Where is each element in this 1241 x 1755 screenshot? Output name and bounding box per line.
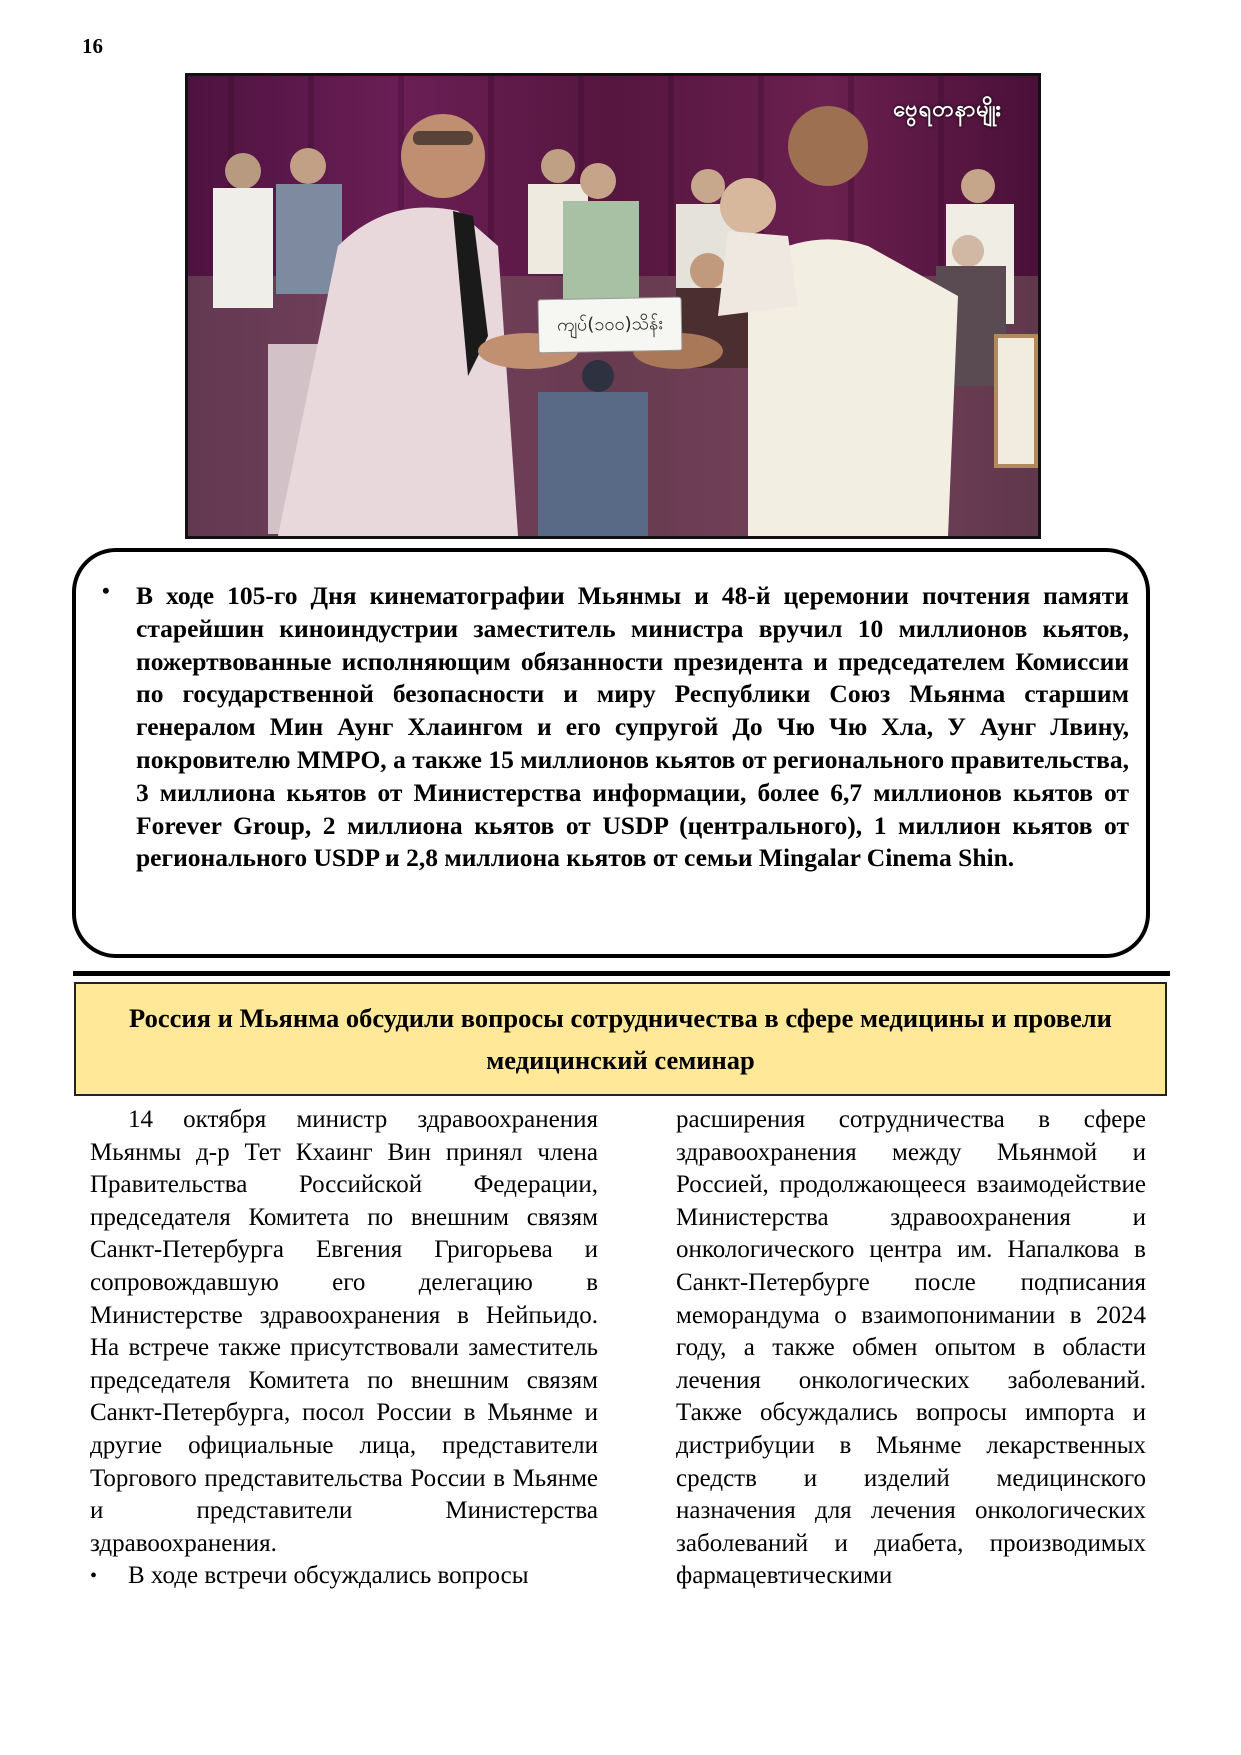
article-bullet-list — [90, 1560, 598, 1593]
headline-box — [74, 982, 1167, 1096]
article-bullet-text: В ходе встречи обсуждались вопросы — [128, 1562, 529, 1590]
bullet-icon: • — [90, 1565, 98, 1588]
article-headline: Россия и Мьянма обсудили вопросы сотрудничества в сфере медицины и провели медицинский семинар — [129, 1003, 1112, 1075]
article-column-right — [676, 1104, 1146, 1593]
callout-box — [72, 548, 1150, 958]
news-photo — [185, 73, 1041, 539]
article-paragraph: 14 октября министр здравоохранения Мьянмы д-р Тет Кхаинг Вин принял члена Правительства Российской Федерации, председателя Комитета по внешним связям Санкт-Петербурга Евгения Григорьева и сопровождавшую его делегацию в Министерстве здравоохранения в Нейпьидо. На встрече также присутствовали заместитель председателя Комитета по внешним связям Санкт-Петербурга, посол России в Мьянме и другие официальные лица, представители Торгового представительства России в Мьянме и представители Министерства здравоохранения. — [90, 1106, 598, 1557]
article-column-left — [90, 1104, 598, 1593]
bullet-icon: • — [102, 578, 110, 603]
section-divider — [73, 971, 1170, 976]
article-paragraph-continued: расширения сотрудничества в сфере здравоохранения между Мьянмой и Россией, продолжающееся взаимодействие Министерства здравоохранения и онкологического центра им. Напалкова в Санкт-Петербурге после подписания меморандума о взаимопонимании в 2024 году, а также обмен опытом в области лечения онкологических заболеваний. Также обсуждались вопросы импорта и дистрибуции в Мьянме лекарственных средств и изделий медицинского назначения для лечения онкологических заболеваний и диабета, производимых фармацевтическими — [676, 1106, 1146, 1590]
page-number: 16 — [82, 34, 103, 58]
callout-text: В ходе 105-го Дня кинематографии Мьянмы и 48-й церемонии почтения памяти старейшин киноиндустрии заместитель министра вручил 10 миллионов кьятов, пожертвованные исполняющим обязанности президента и председателем Комиссии по государственной безопасности и миру Республики Союз Мьянма старшим генералом Мин Аунг Хлаингом и его супругой До Чю Чю Хла, У Аунг Лвину, покровителю ММРО, а также 15 миллионов кьятов от регионального правительства, 3 миллиона кьятов от Министерства информации, более 6,7 миллионов кьятов от Forever Group, 2 миллиона кьятов от USDP (центрального), 1 миллион кьятов от регионального USDP и 2,8 миллиона кьятов от семьи Mingalar Cinema Shin. — [136, 581, 1129, 873]
photo-watermark: ဗွေရတနာမျိုး — [893, 97, 1002, 122]
article-bullet-item — [90, 1560, 598, 1593]
donation-sign: ကျပ်(၁၀၀)သိန်း — [538, 297, 683, 354]
